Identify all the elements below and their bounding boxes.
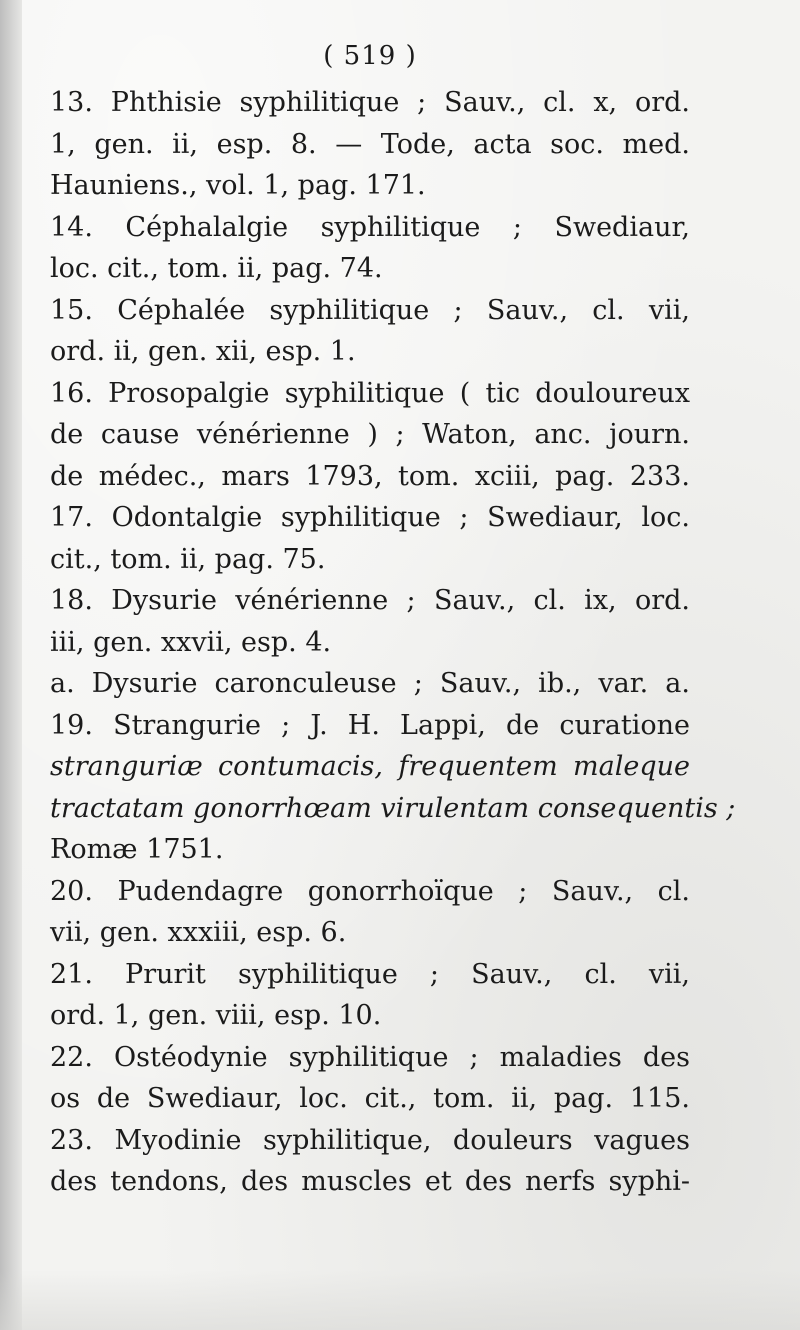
text-line-27: des tendons, des muscles et des nerfs syphi- [50, 1166, 690, 1197]
text-line-17: stranguriæ contumacis, frequentem maleque [50, 751, 690, 782]
text-line-16: 19. Strangurie ; J. H. Lappi, de curatione [50, 709, 690, 741]
text-line-4: 14. Céphalalgie syphilitique ; Swediaur, [50, 211, 690, 243]
text-line-3: Hauniens., vol. 1, pag. 171. [50, 170, 426, 201]
page-gutter-shadow [0, 0, 22, 1330]
text-line-9: de cause vénérienne ) ; Waton, anc. journ. [50, 419, 690, 450]
text-line-10: de médec., mars 1793, tom. xciii, pag. 233. [50, 460, 690, 492]
text-line-2: 1, gen. ii, esp. 8. — Tode, acta soc. med. [50, 128, 690, 160]
text-line-18: tractatam gonorrhœam virulentam consequentis ; [50, 792, 736, 824]
text-line-26: 23. Myodinie syphilitique, douleurs vagues [50, 1124, 690, 1156]
text-line-15: a. Dysurie caronculeuse ; Sauv., ib., var. a. [50, 668, 690, 699]
page-text-block [50, 30, 736, 1203]
text-line-24: 22. Ostéodynie syphilitique ; maladies des [50, 1041, 690, 1073]
text-line-19: Romæ 1751. [50, 834, 224, 865]
text-line-14: iii, gen. xxvii, esp. 4. [50, 626, 332, 658]
text-line-7: ord. ii, gen. xii, esp. 1. [50, 336, 356, 367]
text-line-5: loc. cit., tom. ii, pag. 74. [50, 253, 383, 284]
text-line-22: 21. Prurit syphilitique ; Sauv., cl. vii, [50, 958, 690, 990]
text-line-13: 18. Dysurie vénérienne ; Sauv., cl. ix, ord. [50, 585, 690, 616]
text-line-11: 17. Odontalgie syphilitique ; Swediaur, loc. [50, 502, 690, 533]
text-line-1: 13. Phthisie syphilitique ; Sauv., cl. x, ord. [50, 87, 690, 118]
text-line-23: ord. 1, gen. viii, esp. 10. [50, 1000, 382, 1031]
text-line-12: cit., tom. ii, pag. 75. [50, 543, 326, 575]
text-line-6: 15. Céphalée syphilitique ; Sauv., cl. vii, [50, 294, 690, 326]
text-line-20: 20. Pudendagre gonorrhoïque ; Sauv., cl. [50, 875, 690, 907]
page-bottom-shade [0, 1270, 800, 1330]
text-line-8: 16. Prosopalgie syphilitique ( tic douloureux [50, 377, 690, 409]
text-line-25: os de Swediaur, loc. cit., tom. ii, pag. 115. [50, 1083, 690, 1114]
text-line-21: vii, gen. xxxiii, esp. 6. [50, 917, 347, 948]
page-number: ( 519 ) [323, 41, 417, 71]
